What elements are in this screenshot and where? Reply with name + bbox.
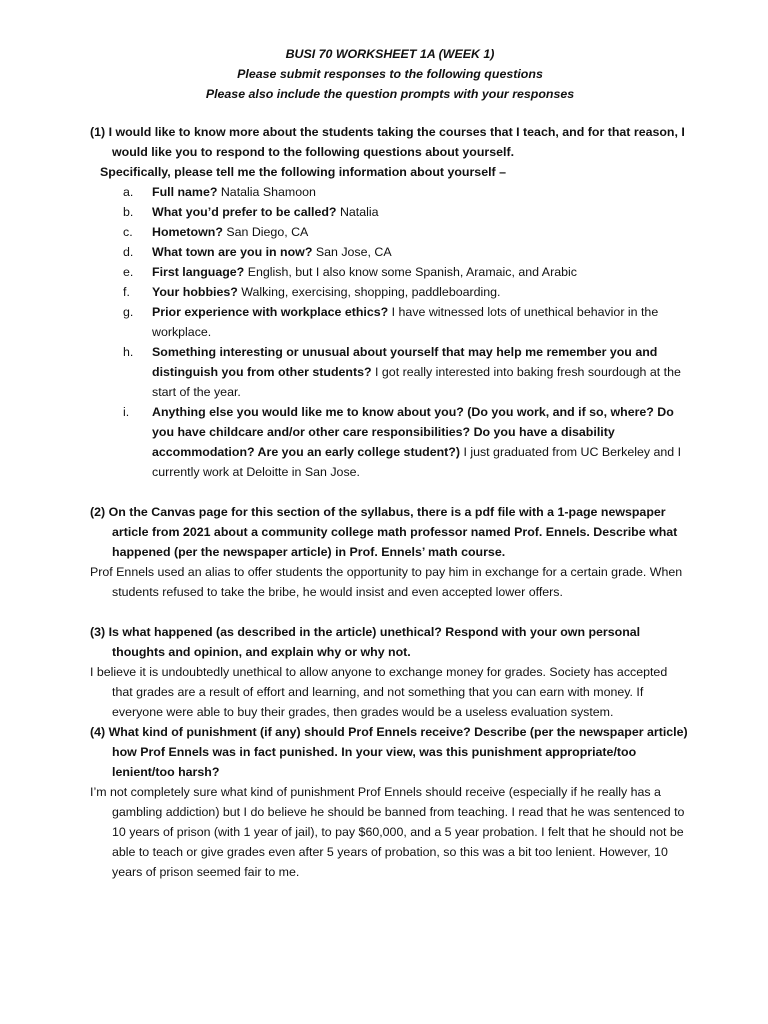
list-item xyxy=(90,282,690,302)
question-2-answer: Prof Ennels used an alias to offer students the opportunity to pay him in exchange for a certain grade. When students refused to take the bribe, he would insist and even accepted lower offers. xyxy=(90,565,683,599)
question-2: (2) On the Canvas page for this section of the syllabus, there is a pdf file with a 1-page newspaper article from 2021 about a community college math professor named Prof. Ennels. Describe what happened (per the newspaper article) in Prof. Ennels’ math course. xyxy=(90,505,678,559)
item-marker: i. xyxy=(123,405,130,419)
item-marker: e. xyxy=(123,265,134,279)
worksheet-title: BUSI 70 WORKSHEET 1A (WEEK 1) xyxy=(285,47,495,61)
item-answer: Natalia xyxy=(336,205,379,219)
question-4: (4) What kind of punishment (if any) should Prof Ennels receive? Describe (per the newspaper article) how Prof Ennels was in fact punished. In your view, was this punishment appropriate/too lenient/too harsh? xyxy=(90,725,688,779)
item-answer: I just graduated from UC Berkeley and I currently work at Deloitte in San Jose. xyxy=(152,445,682,479)
item-prompt: What town are you in now? xyxy=(152,245,313,259)
item-prompt: Something interesting or unusual about yourself that may help me remember you and distinguish you from other students? xyxy=(152,345,658,379)
item-prompt: Your hobbies? xyxy=(152,285,238,299)
item-marker: h. xyxy=(123,345,134,359)
item-prompt: Hometown? xyxy=(152,225,223,239)
item-marker: b. xyxy=(123,205,134,219)
item-marker: a. xyxy=(123,185,134,199)
question-3: (3) Is what happened (as described in the article) unethical? Respond with your own personal thoughts and opinion, and explain why or why not. xyxy=(90,625,641,659)
item-prompt: First language? xyxy=(152,265,245,279)
item-answer: San Jose, CA xyxy=(312,245,392,259)
question-1-items xyxy=(90,182,690,482)
item-marker: f. xyxy=(123,285,130,299)
item-prompt: Anything else you would like me to know about you? (Do you work, and if so, where? Do you have childcare and/or other care responsibilities? Do you have a disability accommodation? Are you an early college student?) xyxy=(152,405,674,459)
list-item xyxy=(90,222,690,242)
question-3-answer: I believe it is undoubtedly unethical to allow anyone to exchange money for grades. Society has accepted that grades are a result of effort and learning, and not something that you can earn with money. If everyone were able to buy their grades, then grades would be a useless evaluation system. xyxy=(90,665,668,719)
list-item xyxy=(90,302,690,342)
worksheet-instruction-2: Please also include the question prompts with your responses xyxy=(205,87,575,101)
list-item xyxy=(90,402,690,482)
item-answer: I got really interested into baking fresh sourdough at the start of the year. xyxy=(152,365,681,399)
item-answer: San Diego, CA xyxy=(222,225,309,239)
list-item xyxy=(90,182,690,202)
item-prompt: Full name? xyxy=(152,185,218,199)
item-prompt: What you’d prefer to be called? xyxy=(152,205,337,219)
question-1-intro: Specifically, please tell me the following information about yourself – xyxy=(100,165,506,179)
worksheet-instruction-1: Please submit responses to the following questions xyxy=(237,67,543,81)
list-item xyxy=(90,342,690,402)
list-item xyxy=(90,202,690,222)
worksheet-page xyxy=(90,44,690,882)
item-marker: c. xyxy=(123,225,133,239)
item-answer: English, but I also know some Spanish, Aramaic, and Arabic xyxy=(244,265,577,279)
question-4-answer: I’m not completely sure what kind of punishment Prof Ennels should receive (especially if he really has a gambling addiction) but I do believe he should be banned from teaching. I read that he was sentenced to 10 years of prison (with 1 year of jail), to pay $60,000, and a 5 year probation. I felt that he should not be able to teach or give grades even after 5 years of probation, so this was a bit too lenient. However, 10 years of prison seemed fair to me. xyxy=(90,785,685,879)
item-answer: I have witnessed lots of unethical behavior in the workplace. xyxy=(152,305,659,339)
question-1: (1) I would like to know more about the students taking the courses that I teach, and for that reason, I would like you to respond to the following questions about yourself. xyxy=(90,125,685,159)
item-answer: Walking, exercising, shopping, paddleboarding. xyxy=(237,285,501,299)
worksheet-header xyxy=(90,44,690,104)
item-answer: Natalia Shamoon xyxy=(217,185,316,199)
item-marker: d. xyxy=(123,245,134,259)
item-marker: g. xyxy=(123,305,134,319)
list-item xyxy=(90,262,690,282)
list-item xyxy=(90,242,690,262)
item-prompt: Prior experience with workplace ethics? xyxy=(152,305,389,319)
